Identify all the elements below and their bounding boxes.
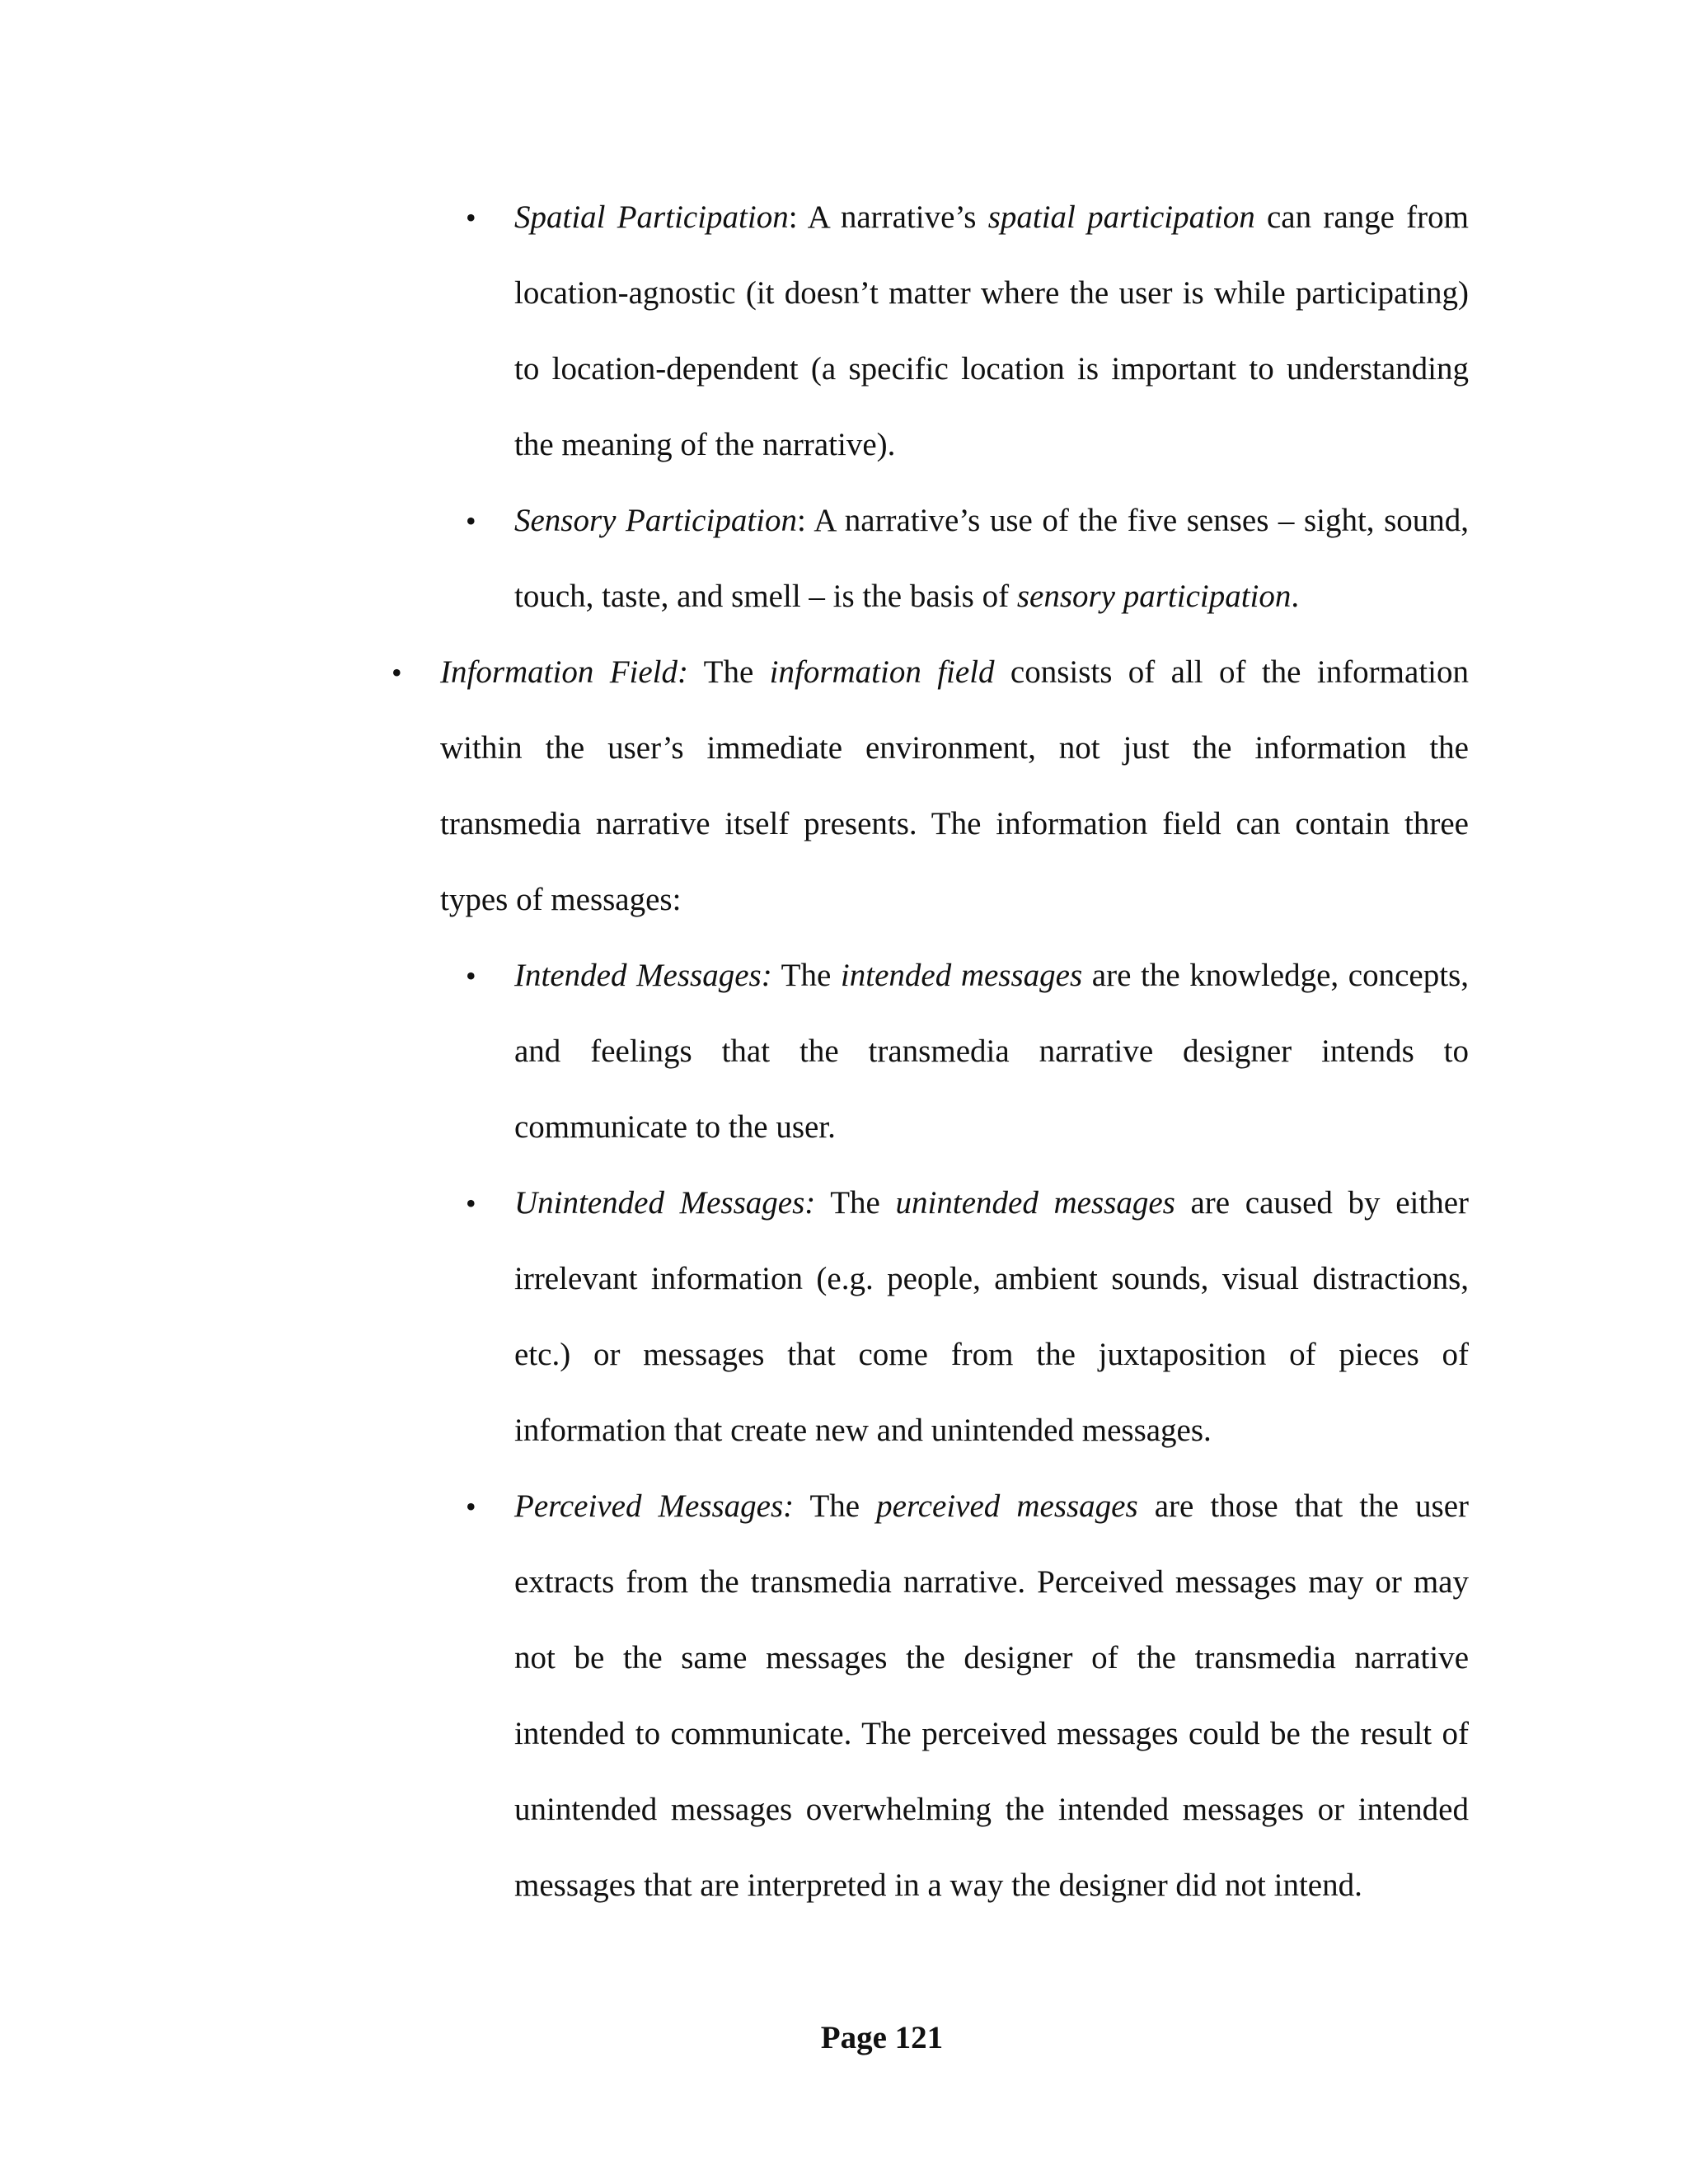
bullet-icon: • <box>466 959 476 992</box>
item-body-text: are caused by either irrelevant information (e.g. people, ambient sounds, visual distractions, etc.) or messages that come from the juxtaposition of pieces of information that create new and unintended messages. <box>514 1185 1470 1448</box>
term-inline: unintended messages <box>895 1185 1175 1221</box>
term-label: Sensory Participation <box>514 503 797 538</box>
term-label: Information Field: <box>440 654 688 690</box>
term-label: Intended Messages: <box>514 958 772 993</box>
term-inline: spatial participation <box>987 199 1255 235</box>
term-separator: : A narrative’s <box>788 199 988 235</box>
term-inline: information field <box>769 654 995 690</box>
term-label: Perceived Messages: <box>514 1488 795 1524</box>
bullet-icon: • <box>466 1187 476 1220</box>
term-label: Spatial Participation <box>514 199 789 235</box>
list-item-intended-messages <box>466 938 1469 1165</box>
term-separator: The <box>771 958 841 993</box>
list-item-spatial-participation <box>466 180 1469 483</box>
bullet-icon: • <box>466 201 476 234</box>
item-body-text: are those that the user extracts from the transmedia narrative. Perceived messages may or may not be the same messages the designer of the transmedia narrative intended to communicate. The perceived messages could be the result of unintended messages overwhelming the intended messages or intended messages that are interpreted in a way the designer did not intend. <box>514 1488 1469 1903</box>
list-item-unintended-messages <box>466 1165 1470 1469</box>
list-item-sensory-participation <box>466 483 1469 635</box>
item-body-text: : A narrative’s use of the five senses – sight, sound, touch, taste, and smell – is the basis of <box>514 503 1469 614</box>
term-separator: The <box>815 1185 896 1221</box>
bullet-icon: • <box>466 1490 476 1523</box>
bullet-icon: • <box>466 504 476 537</box>
item-body-text: are the knowledge, concepts, and feelings that the transmedia narrative designer intends to communicate to the user. <box>514 958 1469 1145</box>
term-label: Unintended Messages: <box>514 1185 816 1221</box>
item-body-text: consists of all of the information within the user’s immediate environment, not just the information the transmedia narrative itself presents. The information field can contain three types of messages: <box>440 654 1469 917</box>
term-inline: perceived messages <box>876 1488 1138 1524</box>
item-body-text: can range from location-agnostic (it doesn’t matter where the user is while participating) to location-dependent (a specific location is important to understanding the meaning of the narrative). <box>514 199 1469 462</box>
list-item-information-field <box>392 635 1469 938</box>
item-end-punctuation: . <box>1291 579 1300 614</box>
term-inline: sensory participation <box>1016 579 1292 614</box>
bullet-icon: • <box>392 656 402 689</box>
term-separator: The <box>688 654 770 690</box>
term-separator: The <box>794 1488 877 1524</box>
page-number: Page 121 <box>820 2020 944 2055</box>
term-inline: intended messages <box>840 958 1083 993</box>
list-item-perceived-messages <box>466 1469 1469 1924</box>
